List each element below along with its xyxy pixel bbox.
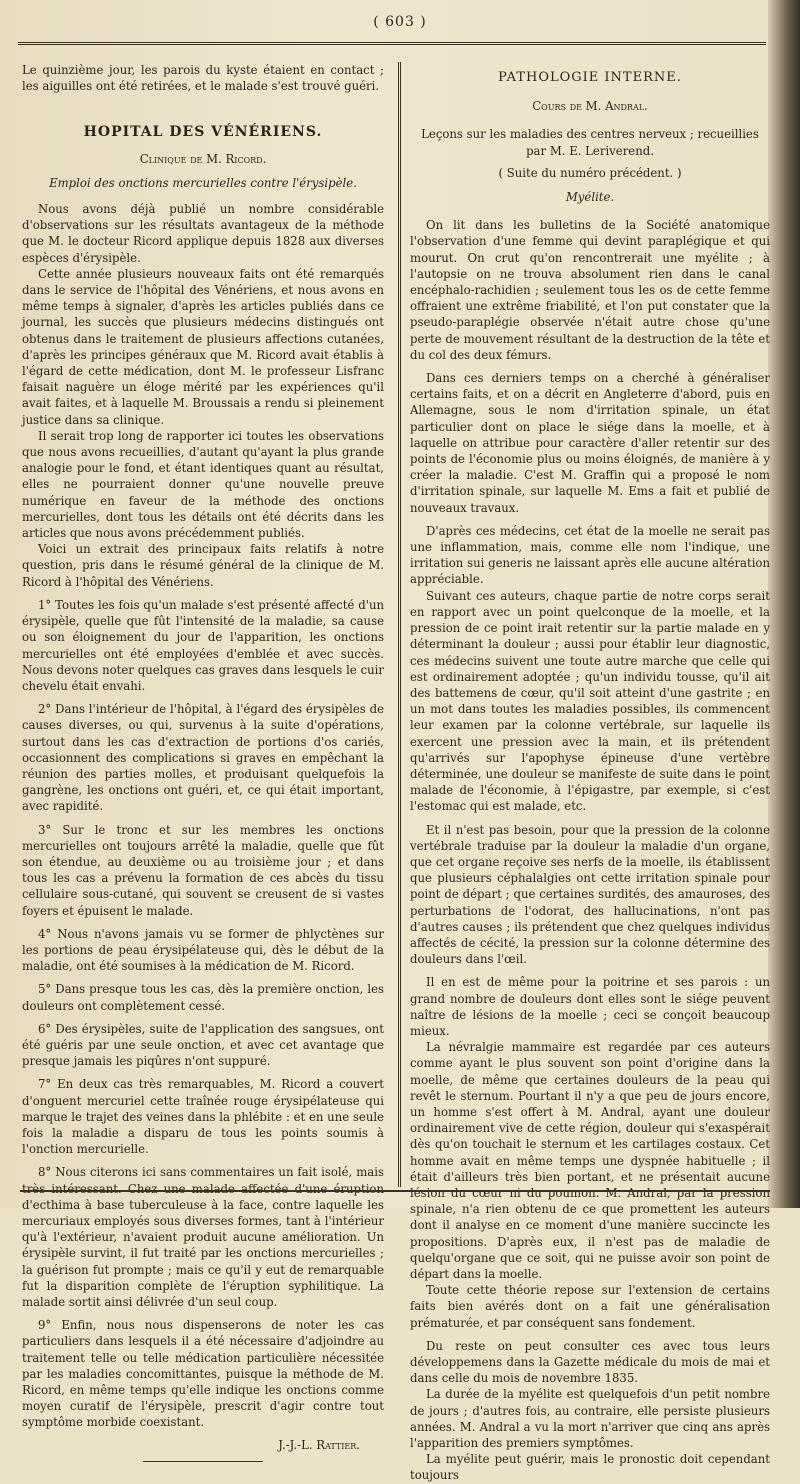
- left-paragraph: 8° Nous citerons ici sans commentaires un fait isolé, mais très intéressant. Chez une malade affectée d'une éruption d'ecthima à base tuberculeuse à la face, contre laquelle les mercuriaux employés sous diverses formes, tant à l'intérieur qu'à l'extérieur, n'avaient produit aucune amélioration. Un érysipèle survint, il fut traité par les onctions mercurielles ; la guérison fut prompte ; mais ce qu'il y eut de remarquable fut la disparition complète de l'éruption syphilitique. La malade sortit ainsi délivrée d'un seul coup.: [22, 1165, 384, 1310]
- right-paragraph: Et il n'est pas besoin, pour que la pression de la colonne vertébrale traduise par la douleur la maladie d'un organe, que cet organe reçoive ses nerfs de la moelle, ils établissent que plusieurs céphalalgies ont cette irritation spinale pour point de départ ; que certaines surdités, des amauroses, des perturbations de l'odorat, des hallucinations, n'ont pas d'autres causes ; ils prétendent que chez quelques individus affectés de cécité, la pression sur la colonne détermine des douleurs dans l'œil.: [410, 822, 770, 967]
- page-number: ( 603 ): [373, 14, 427, 30]
- right-paragraph: Il en est de même pour la poitrine et ses parois : un grand nombre de douleurs dont elles sont le siége peuvent naître de lésions de la moelle ; ceci se conçoit beaucoup mieux.: [410, 975, 770, 1038]
- left-paragraph: Nous avons déjà publié un nombre considérable d'observations sur les résultats avantageux de la méthode que M. le docteur Ricord applique depuis 1828 aux diverses espèces d'érysipèle.: [22, 202, 384, 265]
- left-paragraph: 9° Enfin, nous nous dispenserons de noter les cas particuliers dans lesquels il a été nécessaire d'adjoindre au traitement telle ou telle médication particulière nécessitée par les maladies concomittantes, puisque la méthode de M. Ricord, en même temps qu'elle indique les onctions comme moyen curatif de l'érysipèle, prescrit d'agir contre tout symptôme morbide coexistant.: [22, 1318, 384, 1430]
- section-title-right: PATHOLOGIE INTERNE.: [498, 70, 682, 85]
- column-divider: [398, 62, 401, 1187]
- end-rule: [143, 1461, 263, 1462]
- right-paragraph: On lit dans les bulletins de la Société anatomique l'observation d'une femme qui devint paraplégique et qui mourut. On crut qu'on rencontrerait une myélite ; à l'autopsie on ne trouva absolument rien dans le canal encéphalo-rachidien ; seulement tous les os de cette femme offraient une extrême friabilité, et l'on put constater que la pseudo-paraplégie observée n'était autre chose qu'une perte de mouvement résultant de la destruction de la tête et du col des deux fémurs.: [410, 218, 770, 362]
- left-paragraph: 7° En deux cas très remarquables, M. Ricord a couvert d'onguent mercuriel cette traînée rouge érysipélateuse qui marque le trajet des veines dans la phlébite : et en une seule fois la maladie a disparu de tous les points soumis à l'onction mercurielle.: [22, 1077, 384, 1157]
- header-rule: [18, 42, 766, 45]
- right-paragraph: La névralgie mammaire est regardée par ces auteurs comme ayant le plus souvent son point d'origine dans la moelle, de même que certaines douleurs de la peau qui revêt le sternum. Pourtant il n'y a que peu de jours encore, un homme s'est offert à M. Andral, ayant une douleur ordinairement vive de cette région, douleur qui s'exaspérait dès qu'on touchait le sternum et les cartilages costaux. Cet homme avait en même temps une dyspnée habituelle ; il était d'ailleurs très bien portant, et ne présentait aucune lésion du cœur ni du poumon. M. Andral, par la pression spinale, n'a rien obtenu de ce que promettent les auteurs dont il analyse en ce moment d'une manière succincte les propositions. D'après eux, il n'est pas de maladie de quelqu'organe que ce soit, qui ne puisse avoir son point de départ dans la moelle.: [410, 1040, 770, 1282]
- left-paragraph: 1° Toutes les fois qu'un malade s'est présenté affecté d'un érysipèle, quelle que fût l'intensité de la maladie, sa cause ou son éloignement du jour de l'apparition, les onctions mercurielles ont été employées d'emblée et avec succès. Nous devons noter quelques cas graves dans lesquels le cuir chevelu était envahi.: [22, 597, 384, 693]
- right-paragraph: La myélite peut guérir, mais le pronostic doit cependant toujours: [410, 1452, 770, 1483]
- left-paragraph: Voici un extrait des principaux faits relatifs à notre question, pris dans le résumé général de la clinique de M. Ricord à l'hôpital des Vénériens.: [22, 542, 384, 589]
- bottom-rule: [20, 1190, 770, 1192]
- right-column: [410, 64, 770, 1484]
- signature: J.-J.-L. Rattier.: [278, 1437, 360, 1452]
- clinique-heading: Clinique de M. Ricord.: [139, 151, 267, 166]
- left-paragraph: 6° Des érysipèles, suite de l'application des sangsues, ont été guéris par une seule onction, et avec cet avantage que presque jamais les piqûres n'ont suppuré.: [22, 1021, 384, 1069]
- article-subtitle: Emploi des onctions mercurielles contre l'érysipèle.: [49, 175, 357, 190]
- right-paragraph: Dans ces derniers temps on a cherché à généraliser certains faits, et on a décrit en Angleterre d'abord, puis en Allemagne, sous le nom d'irritation spinale, un état particulier dont on place le siége dans la moelle, et à laquelle on attribue pour caractère d'aller retentir sur des points de l'économie plus ou moins éloignés, de manière à y créer la maladie. C'est M. Graffin qui a proposé le nom d'irritation spinale, sur laquelle M. Ems a fait et publié de nouveaux travaux.: [410, 371, 770, 515]
- left-paragraph: 3° Sur le tronc et sur les membres les onctions mercurielles ont toujours arrêté la maladie, quelle que fût son étendue, au deuxième ou au troisième jour ; et dans tous les cas a prévenu la formation de ces abcès du tissu cellulaire sous-cutané, qui souvent se creusent de si vastes foyers et épuisent le malade.: [22, 822, 384, 918]
- right-paragraph: Du reste on peut consulter ces avec tous leurs développemens dans la Gazette médicale du mois de mai et dans celle du mois de novembre 1835.: [410, 1338, 770, 1386]
- right-paragraph: Toute cette théorie repose sur l'extension de certains faits bien avérés dont on a fait une généralisation prématurée, et par conséquent sans fondement.: [410, 1283, 770, 1330]
- right-paragraph: Suivant ces auteurs, chaque partie de notre corps serait en rapport avec un point quelconque de la moelle, et la pression de ce point irait retentir sur la partie malade en y déterminant la douleur ; aussi pour établir leur diagnostic, ces médecins suivent une toute autre marche que celle qui est ordinairement adoptée ; qu'un individu tousse, qu'il ait des battemens de cœur, qu'il soit atteint d'une gastrite ; en un mot dans toutes les maladies possibles, ils commencent leur examen par la colonne vertébrale, sur laquelle ils exercent une pression avec la main, et ils prétendent qu'arrivés sur l'apophyse épineuse d'une vertèbre déterminée, une douleur se manifeste de suite dans le point malade de l'économie, à l'épigastre, par exemple, si c'est l'estomac qui est malade, etc.: [410, 588, 770, 814]
- lecons-heading: Leçons sur les maladies des centres nerveux ; recueillies par M. E. Leriverend.: [421, 127, 759, 158]
- right-paragraph: D'après ces médecins, cet état de la moelle ne serait pas une inflammation, mais, comme elle nom l'indique, une irritation sui generis ne laissant après elle aucune altération appréciable.: [410, 523, 770, 587]
- left-paragraph: Il serait trop long de rapporter ici toutes les observations que nous avons recueillies, d'autant qu'ayant la plus grande analogie pour le fond, et étant identiques quant au résultat, elles ne pourraient donner qu'une nouvelle preuve numérique en faveur de la méthode des onctions mercurielles, dont tous les détails ont été décrits dans les articles que nous avons précédemment publiés.: [22, 428, 384, 541]
- left-paragraph: Cette année plusieurs nouveaux faits ont été remarqués dans le service de l'hôpital des Vénériens, et nous avons en même temps à signaler, d'après les articles publiés dans ce journal, les succès que plusieurs médecins distingués ont obtenus dans le traitement de plusieurs affections cutanées, d'après les principes généraux que M. Ricord avait établis à l'égard de cette médication, dont M. le professeur Lisfranc faisait naguère un éloge mérité par les expériences qu'il avait faites, et à laquelle M. Broussais a rendu si pleinement justice dans sa clinique.: [22, 266, 384, 427]
- left-paragraph: 5° Dans presque tous les cas, dès la première onction, les douleurs ont complètement cessé.: [22, 982, 384, 1013]
- suite-note: ( Suite du numéro précédent. ): [498, 165, 682, 180]
- cours-heading: Cours de M. Andral.: [532, 99, 648, 114]
- right-paragraph: La durée de la myélite est quelquefois d'un petit nombre de jours ; d'autres fois, au contraire, elle persiste plusieurs années. M. Andral a vu la mort n'arriver que cinq ans après l'apparition des premiers symptômes.: [410, 1387, 770, 1451]
- left-paragraph: 2° Dans l'intérieur de l'hôpital, à l'égard des érysipèles de causes diverses, ou qui, survenus à la suite d'opérations, surtout dans les cas d'extraction de portions d'os cariés, occasionnent des complications si graves en empêchant la réunion des parties molles, et produisant quelquefois la gangrène, les onctions ont guéri, et, ce qui était important, avec rapidité.: [22, 702, 384, 814]
- left-column: [22, 62, 384, 1462]
- intro-paragraph: Le quinzième jour, les parois du kyste étaient en contact ; les aiguilles ont été retirées, et le malade s'est trouvé guéri.: [22, 63, 384, 94]
- binding-edge: [768, 0, 800, 1208]
- myelite-heading: Myélite.: [565, 190, 615, 205]
- left-paragraph: 4° Nous n'avons jamais vu se former de phlyctènes sur les portions de peau érysipélateuse qui, dès le début de la maladie, ont été soumises à la médication de M. Ricord.: [22, 926, 384, 974]
- section-title-left: HOPITAL DES VÉNÉRIENS.: [83, 124, 323, 141]
